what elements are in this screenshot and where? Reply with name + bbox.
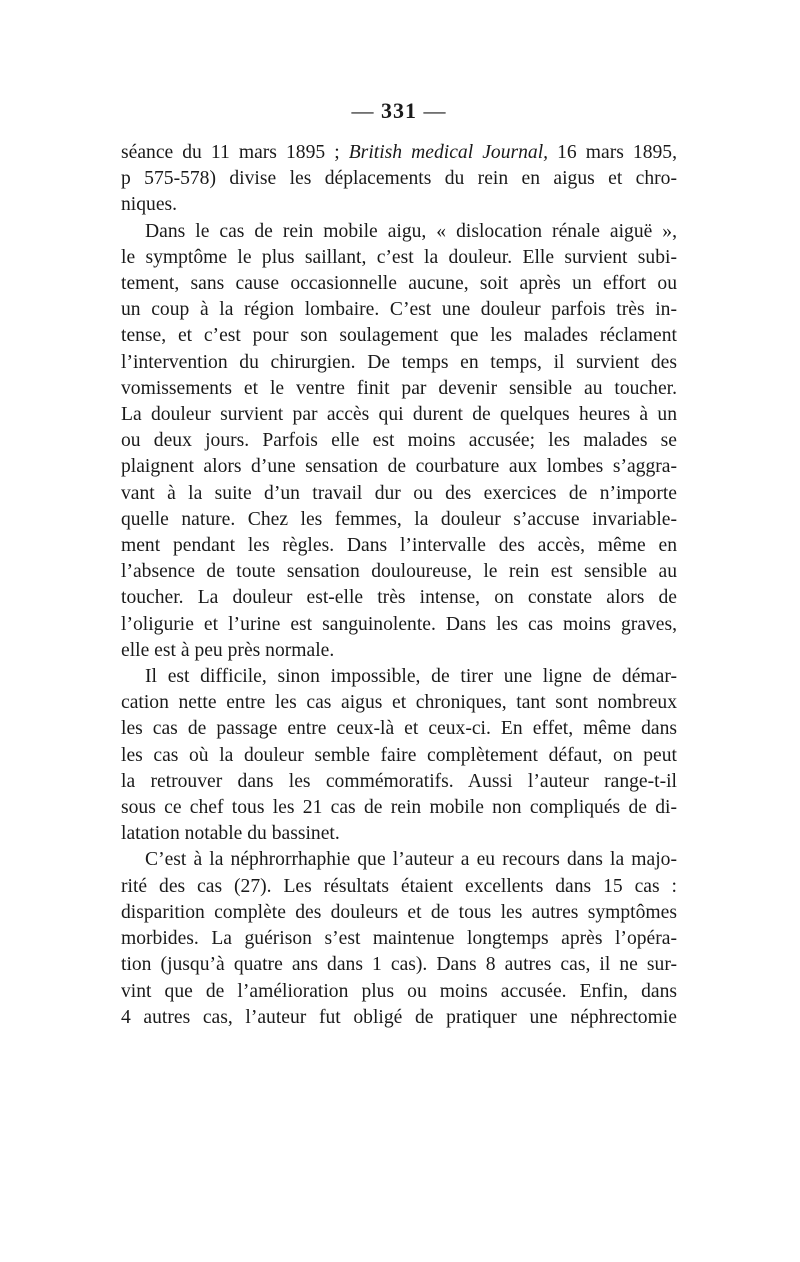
page-number-dash-right: — xyxy=(423,98,447,123)
text-line xyxy=(121,402,677,428)
paragraph xyxy=(121,664,677,847)
text-run: l’oligurie et l’urine est sanguinolente. Dans les cas moins graves, xyxy=(121,613,677,635)
text-run: toucher. La douleur est-elle très intense, on constate alors de xyxy=(121,587,677,609)
text-line xyxy=(121,795,677,821)
text-line xyxy=(121,454,677,480)
page-number-dash-left: — xyxy=(351,98,375,123)
text-run: p 575-578) divise les déplacements du rein en aigus et chro- xyxy=(121,168,677,190)
text-line xyxy=(121,638,677,664)
text-run: vant à la suite d’un travail dur ou des exercices de n’importe xyxy=(121,482,677,504)
text-run: les cas de passage entre ceux-là et ceux-ci. En effet, même dans xyxy=(121,718,677,740)
text-line xyxy=(121,376,677,402)
text-line xyxy=(121,979,677,1005)
text-line xyxy=(121,140,677,166)
text-line xyxy=(121,245,677,271)
page-number-value: 331 xyxy=(381,98,417,123)
text-line xyxy=(121,297,677,323)
text-run: niques. xyxy=(121,194,178,216)
italic-text: British medical Journal, xyxy=(348,142,549,163)
text-run: tion (jusqu’à quatre ans dans 1 cas). Dans 8 autres cas, il ne sur- xyxy=(121,954,677,976)
book-page xyxy=(121,96,677,1031)
text-run: la retrouver dans les commémoratifs. Aussi l’auteur range-t-il xyxy=(121,770,677,792)
text-line xyxy=(121,952,677,978)
text-run: tense, et c’est pour son soulagement que les malades réclament xyxy=(121,325,677,347)
text-run: cation nette entre les cas aigus et chroniques, tant sont nombreux xyxy=(121,692,677,714)
text-line xyxy=(121,559,677,585)
text-line xyxy=(121,428,677,454)
page-number xyxy=(121,96,677,126)
text-run: 4 autres cas, l’auteur fut obligé de pratiquer une néphrectomie xyxy=(121,1006,677,1028)
text-line xyxy=(121,690,677,716)
text-line xyxy=(121,585,677,611)
text-run: les cas où la douleur semble faire complètement défaut, on peut xyxy=(121,744,677,766)
text-line xyxy=(121,192,677,218)
text-run: tement, sans cause occasionnelle aucune, soit après un effort ou xyxy=(121,273,677,295)
paragraph xyxy=(121,219,677,664)
text-run: ou deux jours. Parfois elle est moins accusée; les malades se xyxy=(121,430,677,452)
text-run: Dans le cas de rein mobile aigu, « dislocation rénale aiguë », xyxy=(145,220,677,242)
text-run: rité des cas (27). Les résultats étaient excellents dans 15 cas : xyxy=(121,875,677,897)
text-line xyxy=(121,1005,677,1031)
text-run: elle est à peu près normale. xyxy=(121,639,335,661)
text-line xyxy=(121,481,677,507)
body-text xyxy=(121,140,677,1031)
text-line xyxy=(121,900,677,926)
text-line xyxy=(121,821,677,847)
text-line xyxy=(121,743,677,769)
text-run: plaignent alors d’une sensation de courbature aux lombes s’aggra- xyxy=(121,456,677,478)
text-line xyxy=(121,271,677,297)
text-run: l’intervention du chirurgien. De temps en temps, il survient des xyxy=(121,351,677,373)
text-run: un coup à la région lombaire. C’est une douleur parfois très in- xyxy=(121,299,677,321)
text-line xyxy=(121,769,677,795)
text-line xyxy=(121,664,677,690)
text-line xyxy=(121,323,677,349)
text-line xyxy=(121,716,677,742)
text-line xyxy=(121,166,677,192)
text-run: C’est à la néphrorrhaphie que l’auteur a eu recours dans la majo- xyxy=(145,849,677,871)
text-run: La douleur survient par accès qui durent de quelques heures à un xyxy=(121,404,677,426)
text-line xyxy=(121,847,677,873)
paragraph xyxy=(121,847,677,1030)
text-run: quelle nature. Chez les femmes, la douleur s’accuse invariable- xyxy=(121,508,677,530)
text-line xyxy=(121,350,677,376)
text-line xyxy=(121,219,677,245)
text-run: disparition complète des douleurs et de tous les autres symptômes xyxy=(121,901,677,923)
text-run: Il est difficile, sinon impossible, de tirer une ligne de démar- xyxy=(145,666,677,688)
text-run: vint que de l’amélioration plus ou moins accusée. Enfin, dans xyxy=(121,980,677,1002)
text-run: le symptôme le plus saillant, c’est la douleur. Elle survient subi- xyxy=(121,246,677,268)
text-run: séance du 11 mars 1895 ; xyxy=(121,142,349,163)
text-line xyxy=(121,926,677,952)
paragraph xyxy=(121,140,677,219)
text-run: ment pendant les règles. Dans l’intervalle des accès, même en xyxy=(121,535,677,557)
text-run: l’absence de toute sensation douloureuse, le rein est sensible au xyxy=(121,561,677,583)
text-line xyxy=(121,533,677,559)
text-line xyxy=(121,507,677,533)
text-run: latation notable du bassinet. xyxy=(121,823,340,845)
text-run: sous ce chef tous les 21 cas de rein mobile non compliqués de di- xyxy=(121,797,677,819)
text-line xyxy=(121,874,677,900)
text-line xyxy=(121,612,677,638)
text-run: vomissements et le ventre finit par devenir sensible au toucher. xyxy=(121,377,677,399)
text-run: morbides. La guérison s’est maintenue longtemps après l’opéra- xyxy=(121,928,677,950)
text-run: 16 mars 1895, xyxy=(548,142,677,163)
